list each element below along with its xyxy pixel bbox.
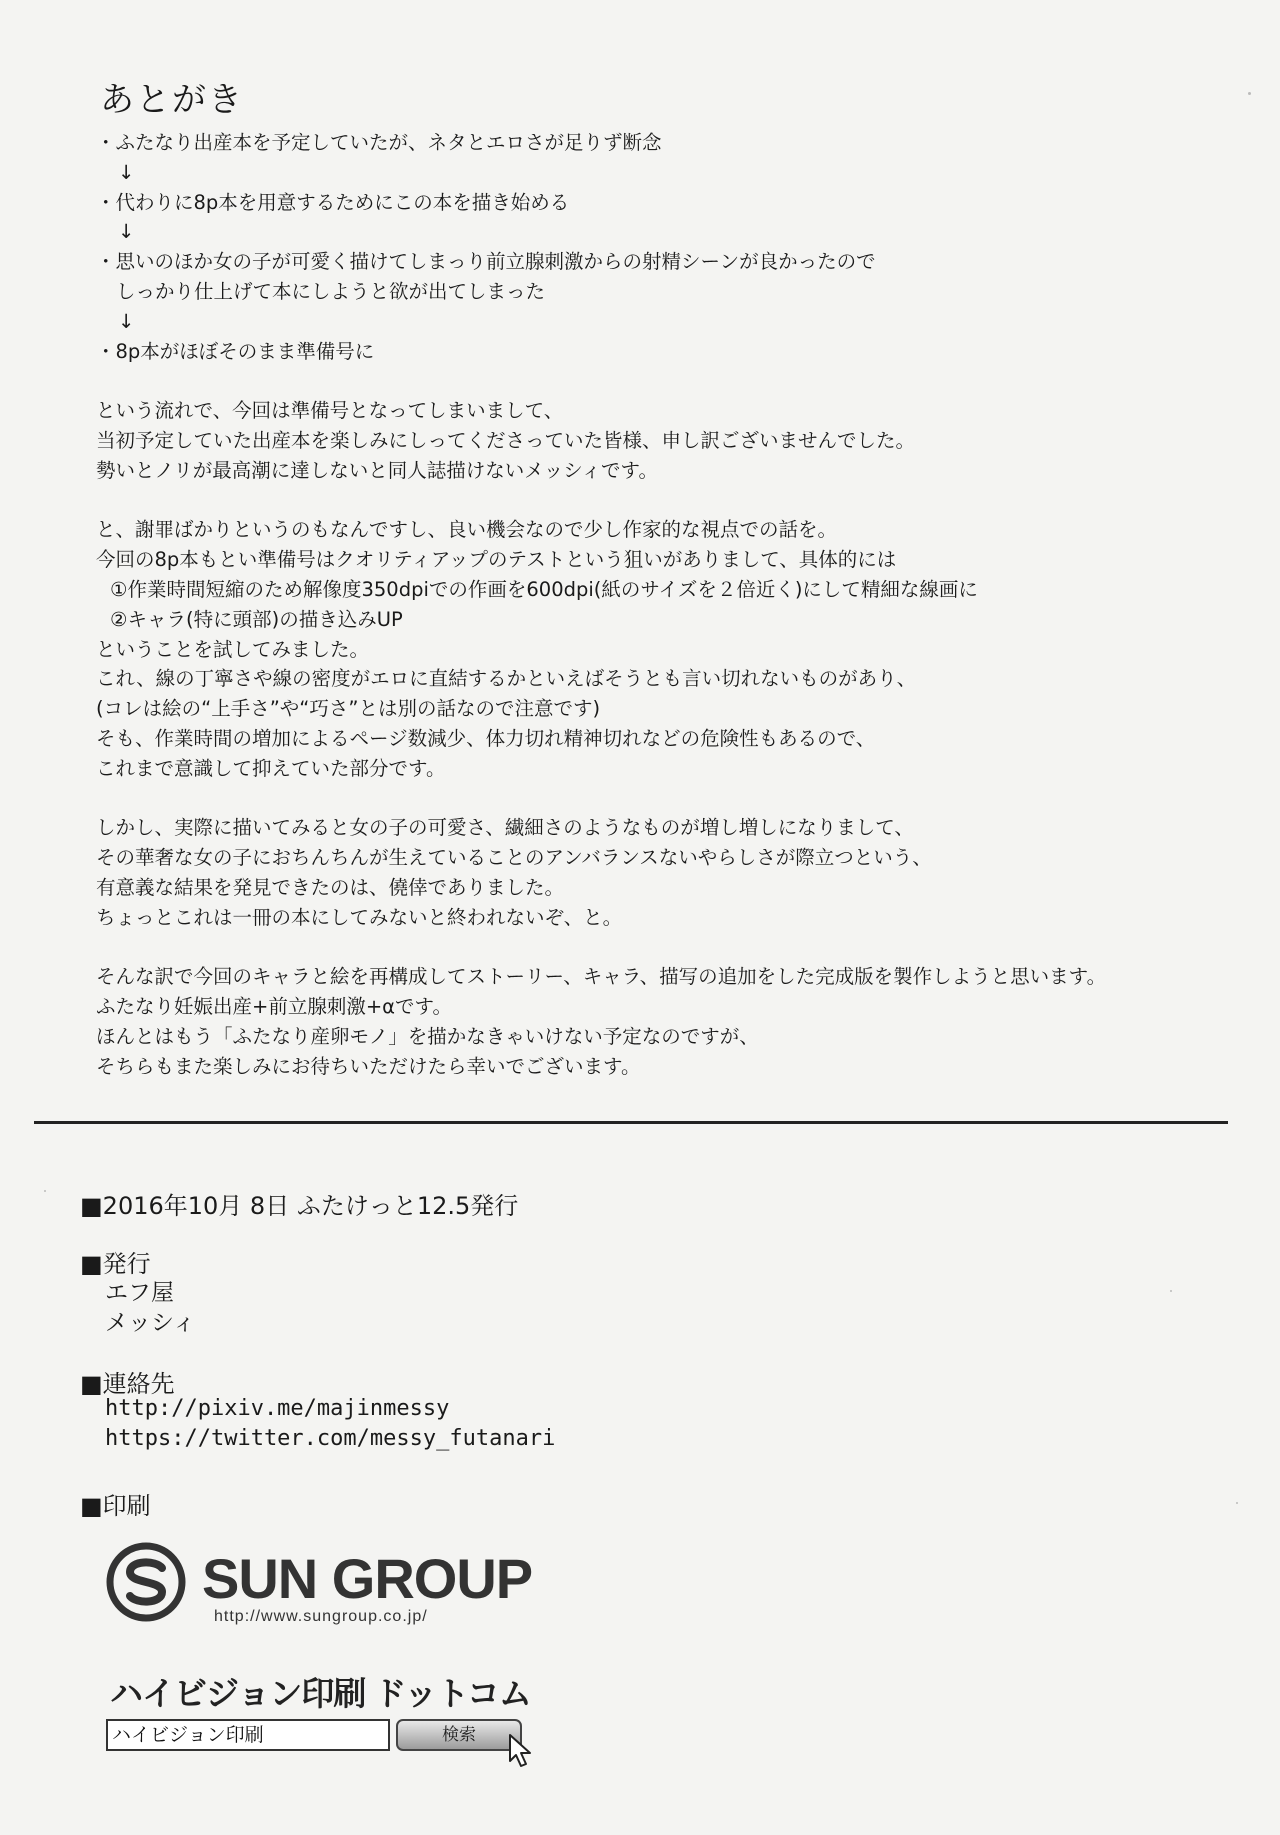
printer-logo-url: http://www.sungroup.co.jp/ [214,1608,428,1625]
printer-logo-name: SUN GROUP [202,1547,533,1610]
publisher-circle: エフ屋 [105,1280,174,1306]
flow-arrow: ↓ [118,220,135,244]
body-line: そんな訳で今回のキャラと絵を再構成してストーリー、キャラ、描写の追加をした完成版を製作しようと思います。 [96,965,1107,989]
body-line: ・ふたなり出産本を予定していたが、ネタとエロさが足りず断念 [96,131,662,154]
afterword-body [96,128,1226,1082]
body-line [96,784,1226,814]
body-line: ①作業時間短縮のため解像度350dpiでの作画を600dpi(紙のサイズを２倍近く)にして精細な線画に [110,577,978,601]
body-line: ふたなり妊娠出産+前立腺刺激+αです。 [96,995,452,1019]
body-line: そも、作業時間の増加によるページ数減少、体力切れ精神切れなどの危険性もあるので、 [96,726,876,750]
body-line: その華奢な女の子におちんちんが生えていることのアンバランスないやらしさが際立つという、 [96,846,932,870]
section-divider [34,1121,1228,1124]
body-line: しかし、実際に描いてみると女の子の可愛さ、繊細さのようなものが増し増しになりまして、 [96,816,914,840]
flow-arrow: ↓ [118,160,135,184]
body-line: と、謝罪ばかりというのもなんですし、良い機会なので少し作家的な視点での話を。 [96,518,838,542]
body-line: これまで意識して抑えていた部分です。 [96,756,446,780]
body-line: ・思いのほか女の子が可愛く描けてしまっり前立腺刺激からの射精シーンが良かったので [96,250,876,274]
cursor-icon [508,1733,536,1769]
body-line [96,366,1226,396]
body-line: ・代わりに8p本を用意するためにこの本を描き始める [96,190,570,214]
publisher-heading: ■発行 [80,1250,151,1278]
body-line: 有意義な結果を発見できたのは、僥倖でありました。 [96,875,565,899]
body-line: という流れで、今回は準備号となってしまいまして、 [96,399,564,423]
paper-speck [44,1190,46,1192]
body-line: ②キャラ(特に頭部)の描き込みUP [110,607,403,631]
publication-date: ■2016年10月 8日 ふたけっと12.5発行 [80,1192,519,1220]
paper-speck [1248,92,1251,95]
search-input[interactable]: ハイビジョン印刷 [106,1719,390,1751]
printing-heading: ■印刷 [80,1492,151,1520]
paper-speck [1236,1502,1238,1504]
contact-url-pixiv[interactable]: http://pixiv.me/majinmessy [105,1396,450,1421]
body-line [96,486,1226,516]
body-line: 勢いとノリが最高潮に達しないと同人誌描けないメッシィです。 [96,458,658,482]
body-line: 今回の8p本もとい準備号はクオリティアップのテストという狙いがありまして、具体的には [96,548,897,572]
body-line: ということを試してみました。 [96,637,370,661]
body-line: ・8p本がほぼそのまま準備号に [96,339,375,363]
body-line [96,933,1226,963]
search-banner-title: ハイビジョン印刷 ドットコム [110,1675,531,1712]
publisher-author: メッシィ [105,1310,196,1336]
paper-speck [1170,1290,1172,1292]
body-line: ほんとはもう「ふたなり産卵モノ」を描かなきゃいけない予定なのですが、 [96,1024,759,1048]
afterword-title: あとがき [100,80,244,120]
body-line: しっかり仕上げて本にしようと欲が出てしまった [116,279,546,303]
body-line: (コレは絵の“上手さ”や“巧さ”とは別の話なので注意です) [96,697,601,721]
body-line: これ、線の丁寧さや線の密度がエロに直結するかといえばそうとも言い切れないものがあり、 [96,667,917,691]
body-line: そちらもまた楽しみにお待ちいただけたら幸いでございます。 [96,1054,641,1078]
body-line: 当初予定していた出産本を楽しみにしってくださっていた皆様、申し訳ございませんでした。 [96,428,916,452]
printer-logo [106,1540,536,1630]
contact-heading: ■連絡先 [80,1370,175,1398]
body-line: ちょっとこれは一冊の本にしてみないと終われないぞ、と。 [96,905,623,929]
search-button[interactable]: 検索 [396,1719,522,1751]
sun-group-logo-icon [106,1542,186,1622]
flow-arrow: ↓ [118,309,135,333]
contact-url-twitter[interactable]: https://twitter.com/messy_futanari [105,1426,556,1451]
